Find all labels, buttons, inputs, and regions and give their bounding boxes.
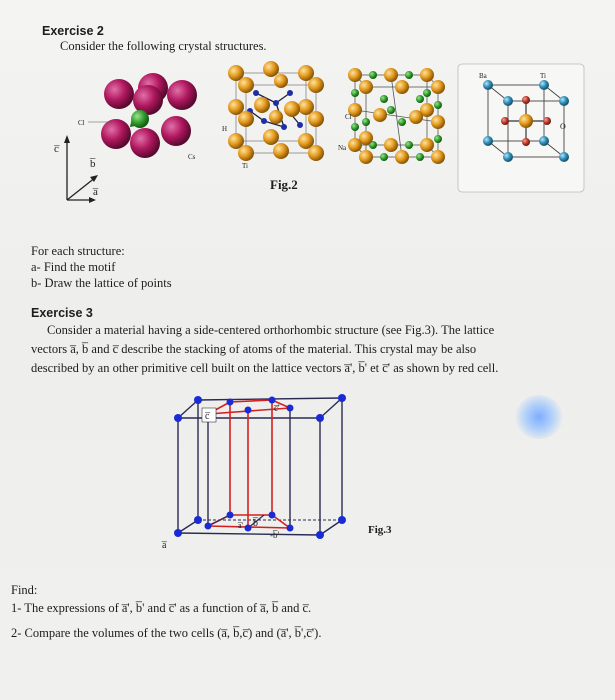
question-1: 1- The expressions of a̅', b̅' and c̅' as a function of a̅, b̅ and c̅. bbox=[11, 601, 312, 615]
task-a: a- Find the motif bbox=[31, 260, 116, 274]
axes-triad bbox=[54, 135, 99, 203]
label-o: O bbox=[560, 122, 566, 131]
fig3-label-b: b̅ bbox=[253, 518, 258, 529]
fig3-label-cp: c̅' bbox=[274, 403, 280, 413]
para-line-3: described by an other primitive cell built on the lattice vectors a̅', b̅' et c̅' as shown by red cell. bbox=[31, 361, 499, 375]
fig3-label-bp: -b̅' bbox=[270, 530, 280, 540]
exercise2-intro: Consider the following crystal structures. bbox=[60, 39, 267, 53]
light-glare bbox=[515, 395, 563, 439]
exercise3-paragraph bbox=[31, 321, 599, 378]
nacl-structure bbox=[338, 68, 445, 164]
tasks-intro: For each structure: bbox=[31, 244, 125, 258]
ti-h-structure bbox=[222, 61, 324, 170]
fig2-caption: Fig.2 bbox=[270, 177, 298, 192]
fig3-caption: Fig.3 bbox=[368, 524, 392, 536]
label-cl-1: Cl bbox=[78, 119, 85, 127]
axis-c-label: c̅ bbox=[54, 143, 59, 155]
batio3-structure bbox=[458, 64, 584, 192]
axis-a-label: a̅ bbox=[93, 186, 98, 198]
label-ti-1: Ti bbox=[242, 162, 248, 170]
para-line-2: vectors a̅, b̅ and c̅ describe the stacking of atoms of the material. This crystal may be also bbox=[31, 342, 477, 356]
fig3-label-ap: a̅' bbox=[238, 521, 243, 530]
exercise3-title: Exercise 3 bbox=[31, 306, 93, 320]
label-cl-2: Cl bbox=[345, 113, 352, 121]
label-cs: Cs bbox=[188, 153, 196, 161]
label-na: Na bbox=[338, 144, 347, 152]
label-ti-2: Ti bbox=[540, 72, 546, 80]
fig2-crystal-structures bbox=[0, 55, 615, 205]
axis-b-label: b̅ bbox=[90, 158, 96, 170]
cscl-structure bbox=[78, 73, 197, 161]
find-label: Find: bbox=[11, 583, 38, 597]
fig3-label-c: c̅ bbox=[205, 411, 210, 422]
fig3-label-a: a̅ bbox=[162, 540, 167, 551]
label-ba: Ba bbox=[479, 72, 487, 80]
exercise2-title: Exercise 2 bbox=[42, 24, 104, 38]
question-2: 2- Compare the volumes of the two cells (a̅, b̅,c̅) and (a̅', b̅',c̅'). bbox=[11, 626, 322, 640]
label-h: H bbox=[222, 125, 228, 133]
task-b: b- Draw the lattice of points bbox=[31, 276, 172, 290]
para-line-1: Consider a material having a side-centered orthorhombic structure (see Fig.3). The lattice bbox=[47, 323, 495, 337]
